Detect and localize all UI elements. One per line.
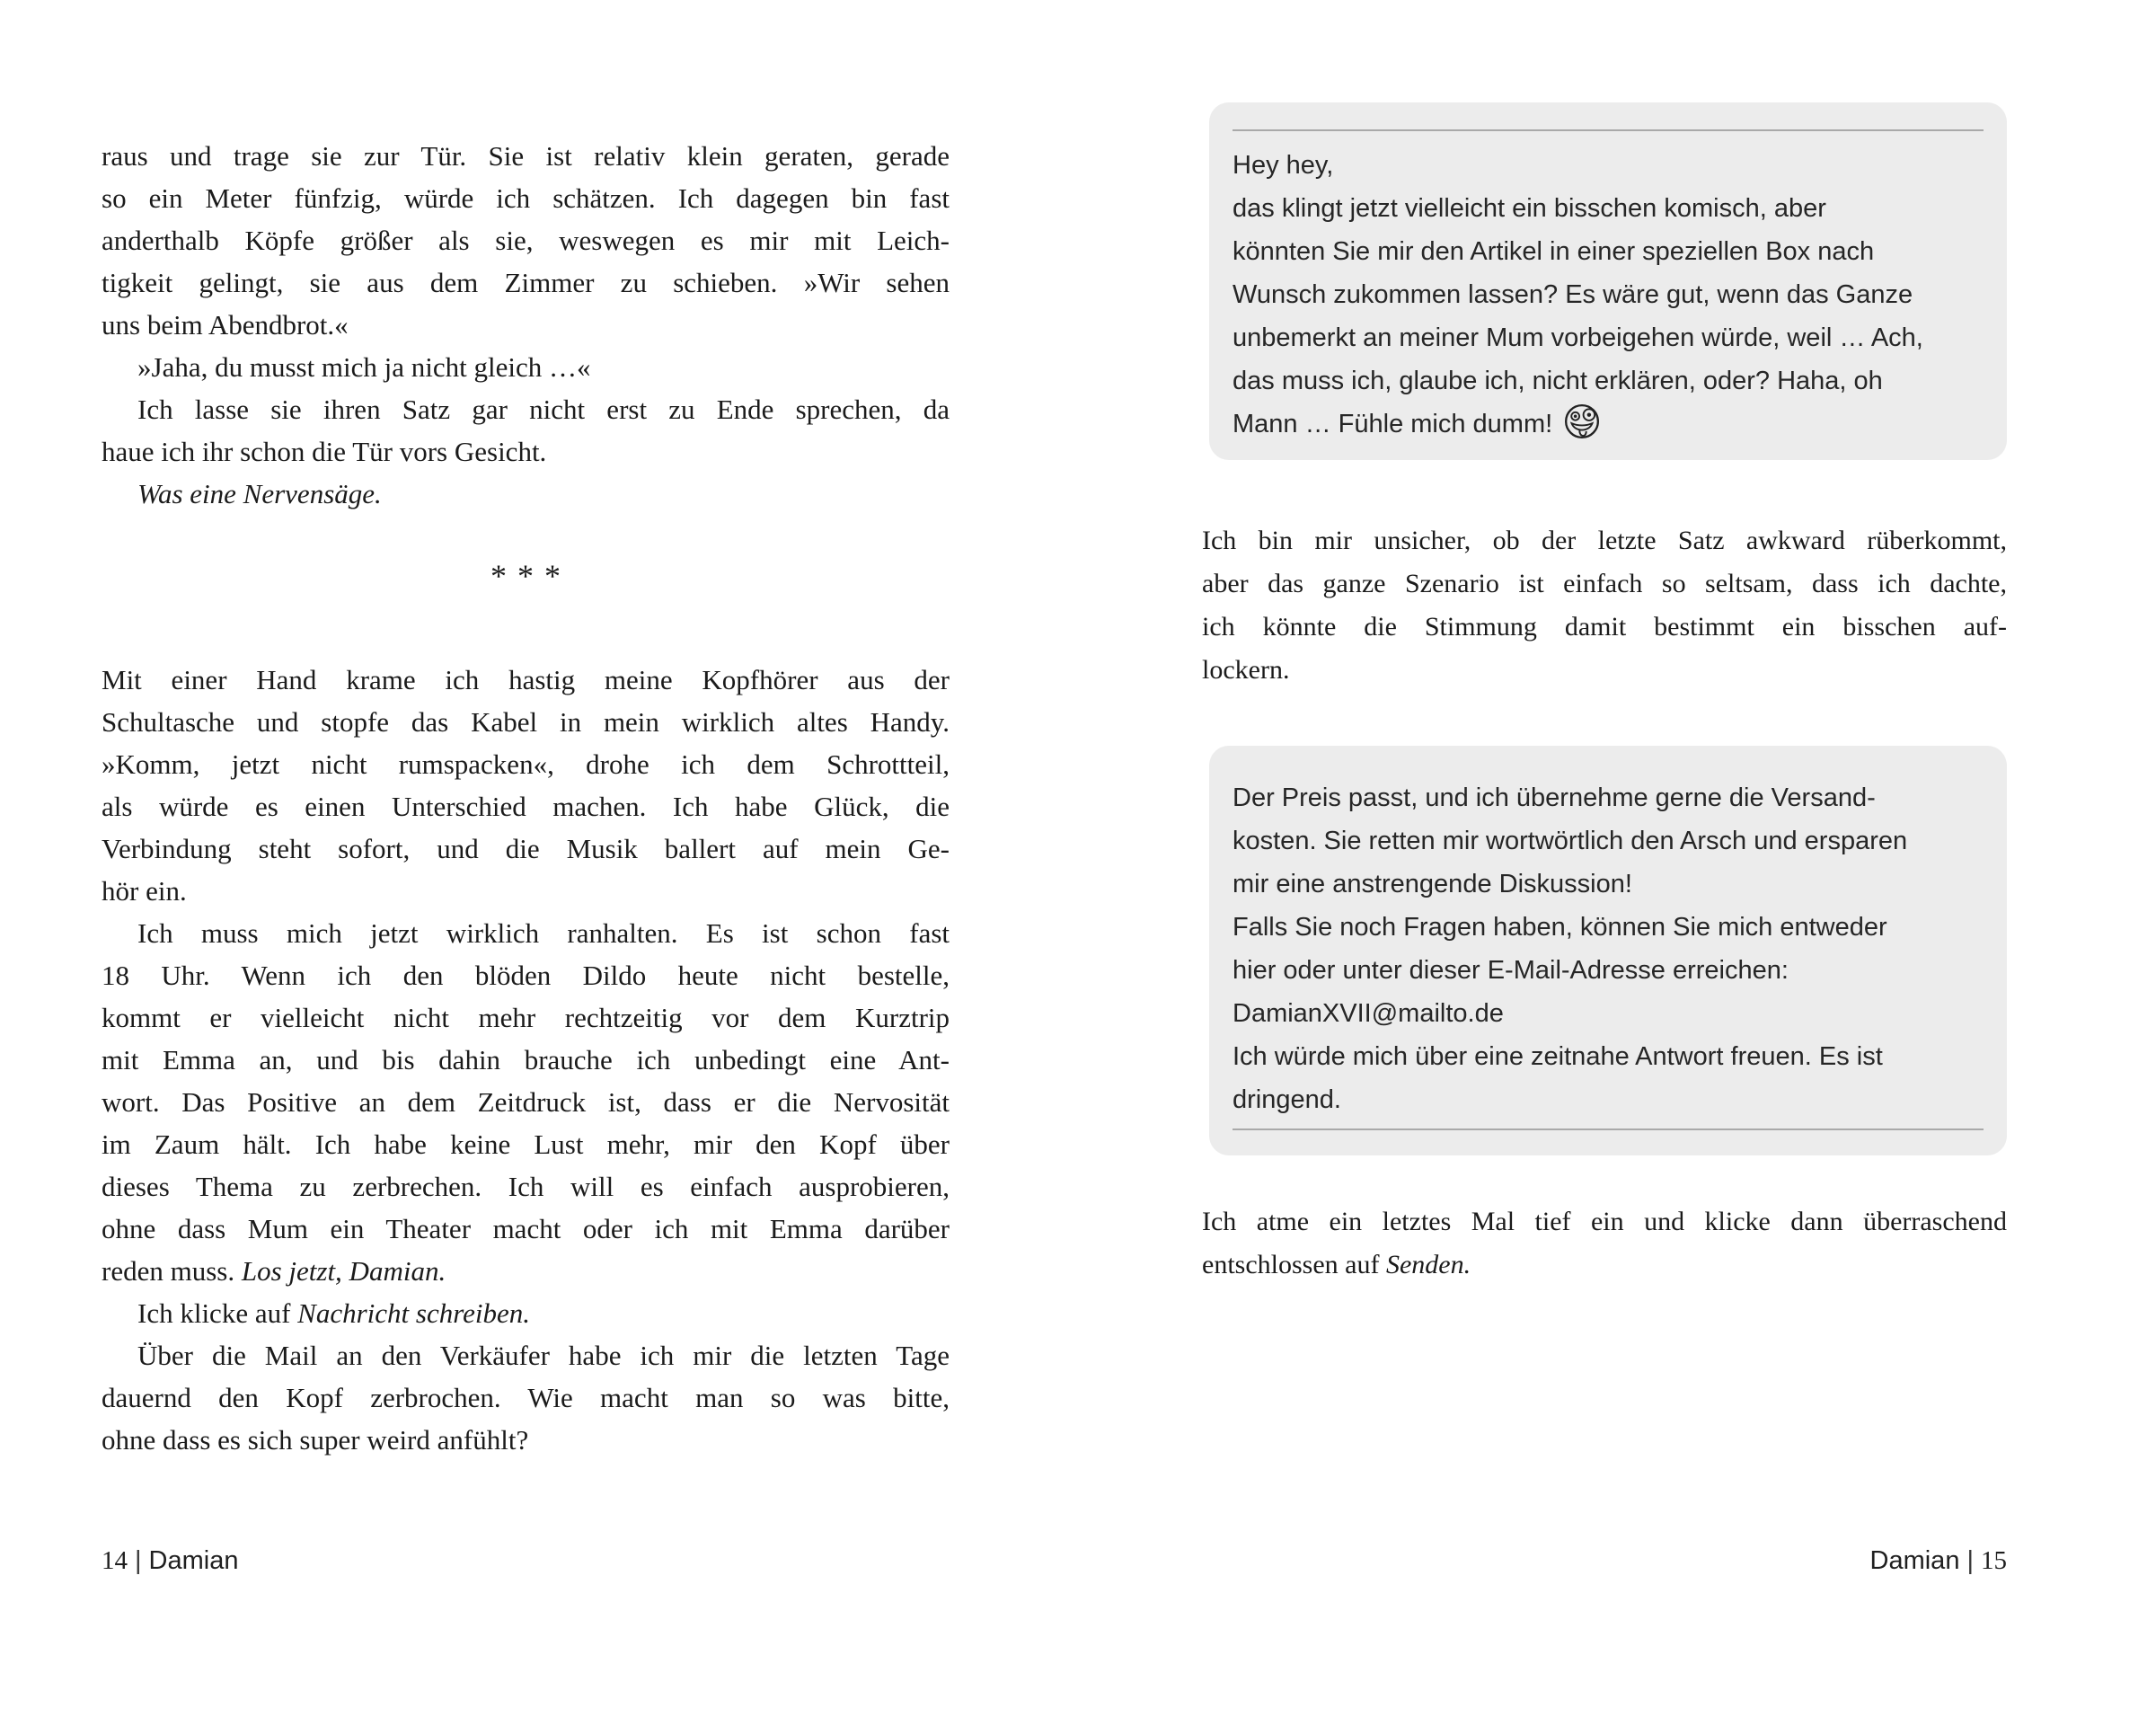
- text-line: Über die Mail an den Verkäufer habe ich mir die letzten Tage: [137, 1340, 950, 1371]
- page-number: 14: [102, 1546, 128, 1575]
- text-line: Wunsch zukommen lassen? Es wäre gut, wenn das Ganze: [1233, 280, 1913, 309]
- text-line: haue ich ihr schon die Tür vors Gesicht.: [102, 436, 547, 467]
- message-box-1: [1209, 102, 2007, 460]
- text-line: Der Preis passt, und ich übernehme gerne die Versand-: [1233, 783, 1876, 812]
- text-line: 18 Uhr. Wenn ich den blöden Dildo heute nicht bestelle,: [102, 960, 950, 991]
- text-line: aber das ganze Szenario ist einfach so seltsam, dass ich dachte,: [1202, 569, 2007, 598]
- text-line: entschlossen auf Senden.: [1202, 1250, 1471, 1279]
- text-line: dringend.: [1233, 1085, 1341, 1114]
- text-line: anderthalb Köpfe größer als sie, weswegen es mir mit Leich-: [102, 225, 950, 256]
- text-line: Ich würde mich über eine zeitnahe Antwort freuen. Es ist: [1233, 1042, 1883, 1071]
- emphasis-text: Was eine Nervensäge.: [137, 478, 382, 509]
- text-line: Ich klicke auf Nachricht schreiben.: [137, 1297, 531, 1329]
- zany-face-emoji: [1563, 403, 1601, 440]
- text-line: als würde es einen Unterschied machen. Ich habe Glück, die: [102, 791, 950, 822]
- text-line: »Komm, jetzt nicht rumspacken«, drohe ich dem Schrottteil,: [102, 748, 950, 780]
- text-line: hier oder unter dieser E-Mail-Adresse erreichen:: [1233, 956, 1789, 985]
- text-line: tigkeit gelingt, sie aus dem Zimmer zu schieben. »Wir sehen: [102, 267, 950, 298]
- text-line: [102, 473, 950, 515]
- right-page-text-block-1: [1202, 519, 2007, 692]
- text-line: mir eine anstrengende Diskussion!: [1233, 870, 1632, 898]
- text-line: dauernd den Kopf zerbrochen. Wie macht man so was bitte,: [102, 1382, 950, 1413]
- message-box-2: [1209, 746, 2007, 1155]
- text-line: das muss ich, glaube ich, nicht erklären, oder? Haha, oh: [1233, 367, 1883, 395]
- text-line: Verbindung steht sofort, und die Musik ballert auf mein Ge-: [102, 833, 950, 864]
- book-title: Damian: [1869, 1546, 1960, 1575]
- text-line: kosten. Sie retten mir wortwörtlich den Arsch und ersparen: [1233, 827, 1908, 855]
- text-line: so ein Meter fünfzig, würde ich schätzen. Ich dagegen bin fast: [102, 182, 950, 214]
- text-line: DamianXVII@mailto.de: [1233, 999, 1504, 1028]
- text-line: das klingt jetzt vielleicht ein bisschen komisch, aber: [1233, 194, 1826, 223]
- footer-divider: |: [135, 1546, 142, 1575]
- text-line: reden muss. Los jetzt, Damian.: [102, 1255, 446, 1287]
- right-page-footer: [1202, 1545, 2007, 1576]
- text-line: Ich atme ein letztes Mal tief ein und klicke dann überraschend: [1202, 1207, 2007, 1236]
- text-line: unbemerkt an meiner Mum vorbeigehen würde, weil … Ach,: [1233, 323, 1923, 352]
- text-line: dieses Thema zu zerbrechen. Ich will es einfach ausprobieren,: [102, 1171, 950, 1202]
- left-page-text-block-2: [102, 659, 950, 1461]
- text-line: Mit einer Hand krame ich hastig meine Kopfhörer aus der: [102, 664, 950, 695]
- text-line: mit Emma an, und bis dahin brauche ich unbedingt eine Ant-: [102, 1044, 950, 1075]
- message-top-rule: [1233, 129, 1984, 131]
- text-line: hör ein.: [102, 875, 187, 907]
- scene-separator: ***: [490, 558, 571, 594]
- text-line: ohne dass Mum ein Theater macht oder ich mit Emma darüber: [102, 1213, 950, 1244]
- page-number: 15: [1981, 1546, 2007, 1575]
- text-line: Mann … Fühle mich dumm!: [1233, 403, 1984, 446]
- text-line: Ich lasse sie ihren Satz gar nicht erst zu Ende sprechen, da: [137, 394, 950, 425]
- emphasis-text: Senden.: [1385, 1250, 1471, 1279]
- text-line: uns beim Abendbrot.«: [102, 309, 349, 341]
- text-line: Ich bin mir unsicher, ob der letzte Satz awkward rüberkommt,: [1202, 526, 2007, 555]
- message-box-1-text: [1233, 144, 1984, 446]
- text-line: Ich muss mich jetzt wirklich ranhalten. Es ist schon fast: [137, 917, 950, 949]
- footer-divider: |: [1966, 1546, 1974, 1575]
- message-bottom-rule: [1233, 1128, 1984, 1130]
- text-line: Hey hey,: [1233, 151, 1334, 180]
- text-line: ohne dass es sich super weird anfühlt?: [102, 1424, 529, 1456]
- text-line: lockern.: [1202, 655, 1290, 685]
- book-title: Damian: [148, 1546, 239, 1575]
- text-line: im Zaum hält. Ich habe keine Lust mehr, mir den Kopf über: [102, 1128, 950, 1160]
- text-line: Falls Sie noch Fragen haben, können Sie mich entweder: [1233, 913, 1887, 942]
- text-line: »Jaha, du musst mich ja nicht gleich …«: [137, 351, 591, 383]
- right-page-text-block-2: [1202, 1200, 2007, 1287]
- text-line: ich könnte die Stimmung damit bestimmt ein bisschen auf-: [1202, 612, 2007, 642]
- text-line: Schultasche und stopfe das Kabel in mein wirklich altes Handy.: [102, 706, 950, 738]
- emphasis-text: Nachricht schreiben.: [297, 1297, 531, 1329]
- text-line: raus und trage sie zur Tür. Sie ist relativ klein geraten, gerade: [102, 140, 950, 172]
- text-line: wort. Das Positive an dem Zeitdruck ist, dass er die Nervosität: [102, 1086, 950, 1118]
- text-line: kommt er vielleicht nicht mehr rechtzeitig vor dem Kurztrip: [102, 1002, 950, 1033]
- left-page-footer: [102, 1545, 950, 1576]
- emphasis-text: Los jetzt, Damian.: [241, 1255, 446, 1287]
- left-page-text-block-1: [102, 135, 950, 515]
- text-line: könnten Sie mir den Artikel in einer speziellen Box nach: [1233, 237, 1875, 266]
- message-box-2-text: [1233, 776, 1984, 1121]
